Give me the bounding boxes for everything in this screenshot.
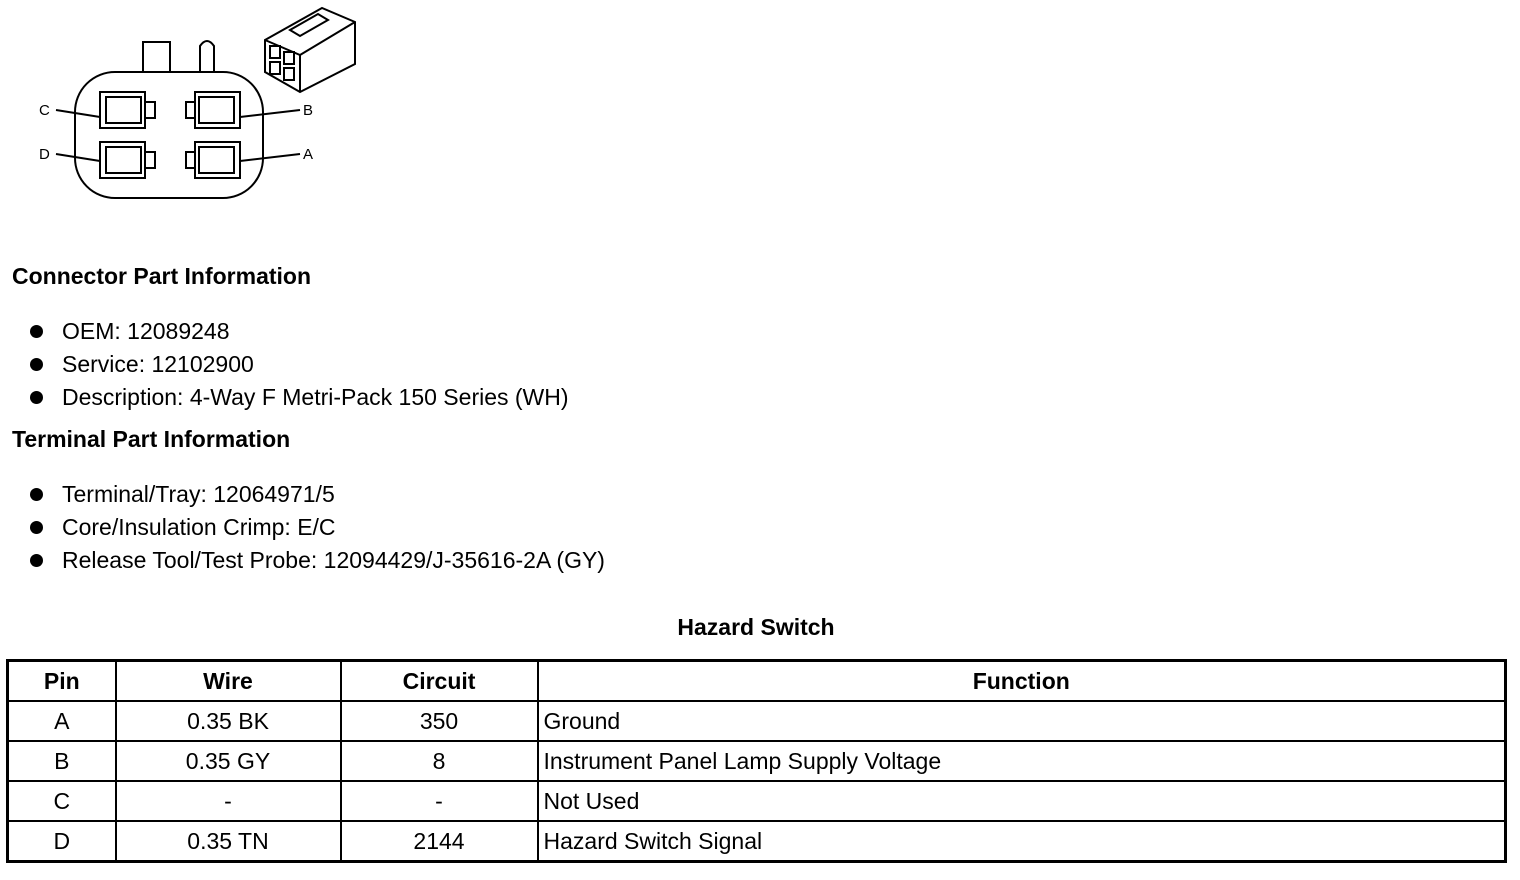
connector-info-list xyxy=(30,315,569,414)
cell-pin: D xyxy=(8,821,116,862)
cell-wire: 0.35 BK xyxy=(116,701,341,741)
cell-circuit: 8 xyxy=(341,741,538,781)
header-pin: Pin xyxy=(8,661,116,702)
list-item: OEM: 12089248 xyxy=(30,315,569,348)
cavity-b xyxy=(186,92,240,128)
cavity-c xyxy=(100,92,155,128)
pinout-table xyxy=(6,659,1507,863)
bullet-icon xyxy=(30,554,43,567)
cell-function: Hazard Switch Signal xyxy=(538,821,1506,862)
terminal-info-heading: Terminal Part Information xyxy=(12,426,291,452)
cell-circuit: 350 xyxy=(341,701,538,741)
cavity-a xyxy=(186,142,240,178)
cell-wire: 0.35 GY xyxy=(116,741,341,781)
cell-pin: B xyxy=(8,741,116,781)
cell-wire: 0.35 TN xyxy=(116,821,341,862)
table-title: Hazard Switch xyxy=(677,614,835,640)
connector-info-heading: Connector Part Information xyxy=(12,263,312,289)
pin-label-a: A xyxy=(303,146,314,163)
cavity-d xyxy=(100,142,155,178)
cell-wire: - xyxy=(116,781,341,821)
connector-body xyxy=(75,72,263,198)
bullet-icon xyxy=(30,488,43,501)
cell-circuit: - xyxy=(341,781,538,821)
header-circuit: Circuit xyxy=(341,661,538,702)
connector-latch-tab xyxy=(143,42,170,72)
bullet-icon xyxy=(30,325,43,338)
terminal-info-list xyxy=(30,478,605,577)
pin-label-b: B xyxy=(303,102,314,119)
pin-label-d: D xyxy=(39,146,50,163)
cell-function: Not Used xyxy=(538,781,1506,821)
cell-pin: A xyxy=(8,701,116,741)
table-row xyxy=(8,821,1506,862)
connector-key-post xyxy=(200,41,214,72)
cell-function: Ground xyxy=(538,701,1506,741)
pin-label-c: C xyxy=(39,102,50,119)
cell-function: Instrument Panel Lamp Supply Voltage xyxy=(538,741,1506,781)
table-row xyxy=(8,741,1506,781)
table-row xyxy=(8,701,1506,741)
bullet-icon xyxy=(30,358,43,371)
bullet-icon xyxy=(30,521,43,534)
list-item: Release Tool/Test Probe: 12094429/J-35616-2A (GY) xyxy=(30,544,605,577)
header-function: Function xyxy=(538,661,1506,702)
connector-diagram xyxy=(0,0,380,215)
list-item: Description: 4-Way F Metri-Pack 150 Series (WH) xyxy=(30,381,569,414)
cell-circuit: 2144 xyxy=(341,821,538,862)
list-item: Service: 12102900 xyxy=(30,348,569,381)
list-item: Core/Insulation Crimp: E/C xyxy=(30,511,605,544)
connector-3d-icon xyxy=(265,8,355,92)
bullet-icon xyxy=(30,391,43,404)
table-header-row xyxy=(8,661,1506,702)
header-wire: Wire xyxy=(116,661,341,702)
cell-pin: C xyxy=(8,781,116,821)
list-item: Terminal/Tray: 12064971/5 xyxy=(30,478,605,511)
table-row xyxy=(8,781,1506,821)
